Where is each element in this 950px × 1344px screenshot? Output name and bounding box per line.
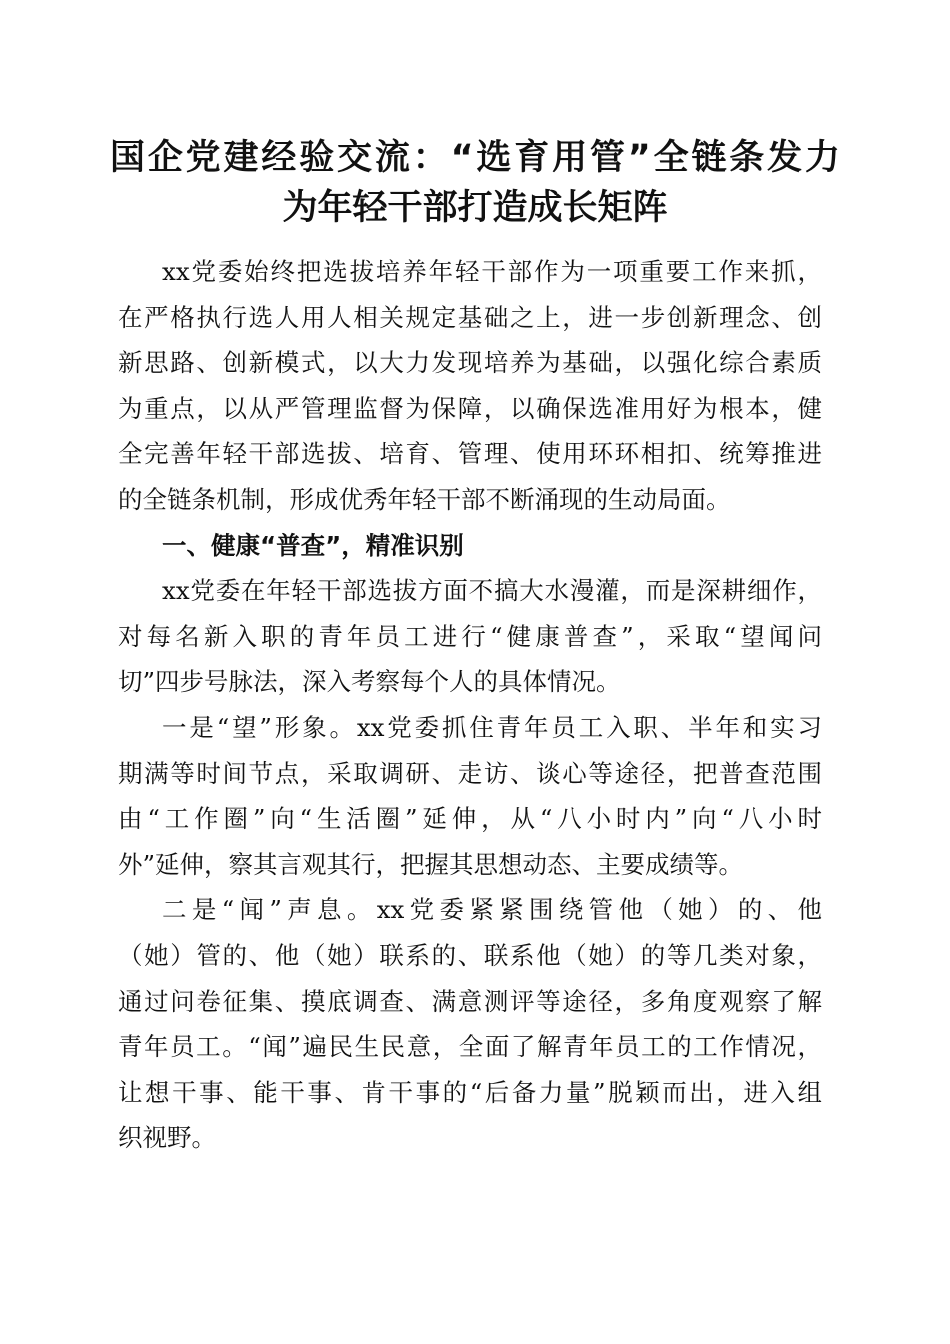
text-line: 外”延伸，察其言观其行，把握其思想动态、主要成绩等。 <box>118 849 744 879</box>
paragraph <box>118 568 822 705</box>
text-line: xx党委始终把选拔培养年轻干部作为一项重要工作来抓， <box>162 257 822 286</box>
text-line: 由“工作圈”向“生活圈”延伸，从“八小时内”向“八小时 <box>118 804 822 834</box>
text-line: xx党委在年轻干部选拔方面不搞大水漫灌，而是深耕细作， <box>162 576 822 606</box>
document-title <box>110 133 840 233</box>
text-line: 全完善年轻干部选拔、培育、管理、使用环环相扣、统筹推进 <box>118 439 822 469</box>
text-line: 切”四步号脉法，深入考察每个人的具体情况。 <box>118 667 621 697</box>
paragraph <box>118 705 822 887</box>
title-line-2: 为年轻干部打造成长矩阵 <box>282 188 668 228</box>
text-line: 期满等时间节点，采取调研、走访、谈心等途径，把普查范围 <box>118 758 822 788</box>
document-body <box>118 249 822 1161</box>
text-line: 二是“闻”声息。xx党委紧紧围绕管他（她）的、他 <box>162 895 822 925</box>
text-line: 在严格执行选人用人相关规定基础之上，进一步创新理念、创 <box>118 302 822 332</box>
text-line: （她）管的、他（她）联系的、联系他（她）的等几类对象， <box>118 940 822 970</box>
text-line: 新思路、创新模式，以大力发现培养为基础，以强化综合素质 <box>118 348 822 378</box>
text-line: 让想干事、能干事、肯干事的“后备力量”脱颖而出，进入组 <box>118 1077 822 1107</box>
text-line: 青年员工。“闻”遍民生民意，全面了解青年员工的工作情况， <box>118 1032 822 1062</box>
text-line: 对每名新入职的青年员工进行“健康普查”，采取“望闻问 <box>118 621 822 651</box>
text-line: 的全链条机制，形成优秀年轻干部不断涌现的生动局面。 <box>118 484 731 514</box>
text-line: 通过问卷征集、摸底调查、满意测评等途径，多角度观察了解 <box>118 986 822 1016</box>
paragraph <box>118 249 822 523</box>
title-line-1: 国企党建经验交流：“选育用管”全链条发力 <box>110 138 840 178</box>
text-line: 为重点，以从严管理监督为保障，以确保选准用好为根本，健 <box>118 393 822 423</box>
section-heading <box>118 523 822 569</box>
paragraph <box>118 887 822 1161</box>
text-line: 一是“望”形象。xx党委抓住青年员工入职、半年和实习 <box>162 712 822 742</box>
text-line: 一、健康“普查”，精准识别 <box>162 530 464 560</box>
text-line: 织视野。 <box>118 1123 216 1153</box>
